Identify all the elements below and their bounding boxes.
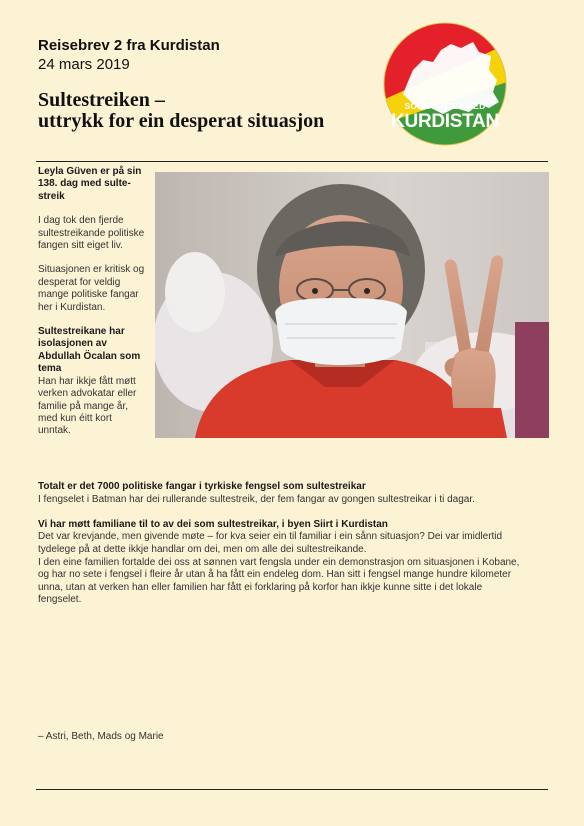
sidebar-text-line: Situasjonen er kritisk og: [38, 264, 145, 276]
portrait-photo: [155, 172, 549, 438]
sidebar-text-line: verken advokatar eller: [38, 388, 137, 400]
sidebar-subheading-line: Abdullah Öcalan som: [38, 350, 141, 362]
solidarity-kurdistan-logo: [383, 22, 507, 146]
body-text-line: Det var krevjande, men givende møte – for kva seier ein til familiar i ein sånn situasjon? Dei var imidlertid: [38, 531, 503, 543]
sidebar-text-line: sultestreikande politiske: [38, 227, 145, 239]
logo-text-large: KURDISTAN: [391, 111, 499, 132]
sidebar-paragraph-3: [38, 376, 150, 438]
photo-illustration: [155, 172, 549, 438]
sidebar-text-line: familie på mange år,: [38, 400, 129, 412]
sidebar-lead: [38, 166, 150, 203]
sidebar-text-line: unntak.: [38, 425, 71, 437]
sidebar-text-line: her i Kurdistan.: [38, 301, 106, 313]
headline-line-2: uttrykk for ein desperat situasjon: [38, 110, 325, 132]
signature: – Astri, Beth, Mads og Marie: [38, 731, 164, 742]
footer-divider: [36, 789, 548, 790]
sidebar-lead-line: 138. dag med sulte-: [38, 178, 131, 190]
sidebar-lead-line: streik: [38, 190, 65, 202]
sidebar-subheading-line: isolasjonen av: [38, 338, 107, 350]
section-heading-1: Totalt er det 7000 politiske fangar i tyrkiske fengsel som sultestreikar: [38, 481, 366, 492]
body-text-line: og har no sete i fengsel i fleire år utan å ha fått ein endeleg dom. Han sitt i fengsel mange hundre kilometer: [38, 569, 512, 581]
section-heading-2: Vi har møtt familiane til to av dei som sultestreikar, i byen Siirt i Kurdistan: [38, 518, 388, 530]
body-text-line: unna, utan at verken han eller familien har fått ei forklaring på korfor han ikkje kunne sitte i det lokale: [38, 581, 483, 593]
sidebar-subheading-line: Sultestreikane har: [38, 326, 125, 338]
sidebar-subheading: [38, 326, 150, 376]
sidebar-text-line: Han har ikkje fått møtt: [38, 375, 136, 387]
sidebar-column: [38, 166, 150, 450]
section-paragraph-1: I fengselet i Batman har dei rullerande sultestreik, der fem fangar av gongen sultestreikar i ti dagar.: [38, 493, 475, 505]
sidebar-text-line: desperat for veldig: [38, 276, 121, 288]
body-text-line: fengselet.: [38, 594, 82, 606]
sidebar-text-line: mange politiske fangar: [38, 289, 139, 301]
letter-title: Reisebrev 2 fra Kurdistan: [38, 37, 220, 54]
sidebar-text-line: I dag tok den fjerde: [38, 215, 124, 227]
header-divider: [36, 161, 548, 162]
article-body: [38, 481, 548, 607]
headline: [38, 90, 368, 132]
sidebar-text-line: med kun éitt kort: [38, 412, 112, 424]
body-text-line: I den eine familien fortalde dei oss at sønnen vart fengsla under ein demonstrasjon om situasjonen i Kobane,: [38, 556, 520, 568]
sidebar-paragraph-2: [38, 264, 150, 314]
headline-line-1: Sultestreiken –: [38, 89, 165, 111]
logo-text-small: SOLIDARITET MED: [404, 101, 486, 111]
sidebar-text-line: fangen sitt eiget liv.: [38, 240, 123, 252]
body-text-line: tydelege på at dette ikkje handlar om dei, men om alle dei sultestreikande.: [38, 543, 367, 555]
letter-date: 24 mars 2019: [38, 56, 130, 73]
sidebar-lead-line: Leyla Güven er på sin: [38, 166, 142, 177]
sidebar-subheading-line: tema: [38, 363, 62, 375]
section-paragraph-2: [38, 531, 548, 607]
sidebar-paragraph-1: [38, 215, 150, 252]
